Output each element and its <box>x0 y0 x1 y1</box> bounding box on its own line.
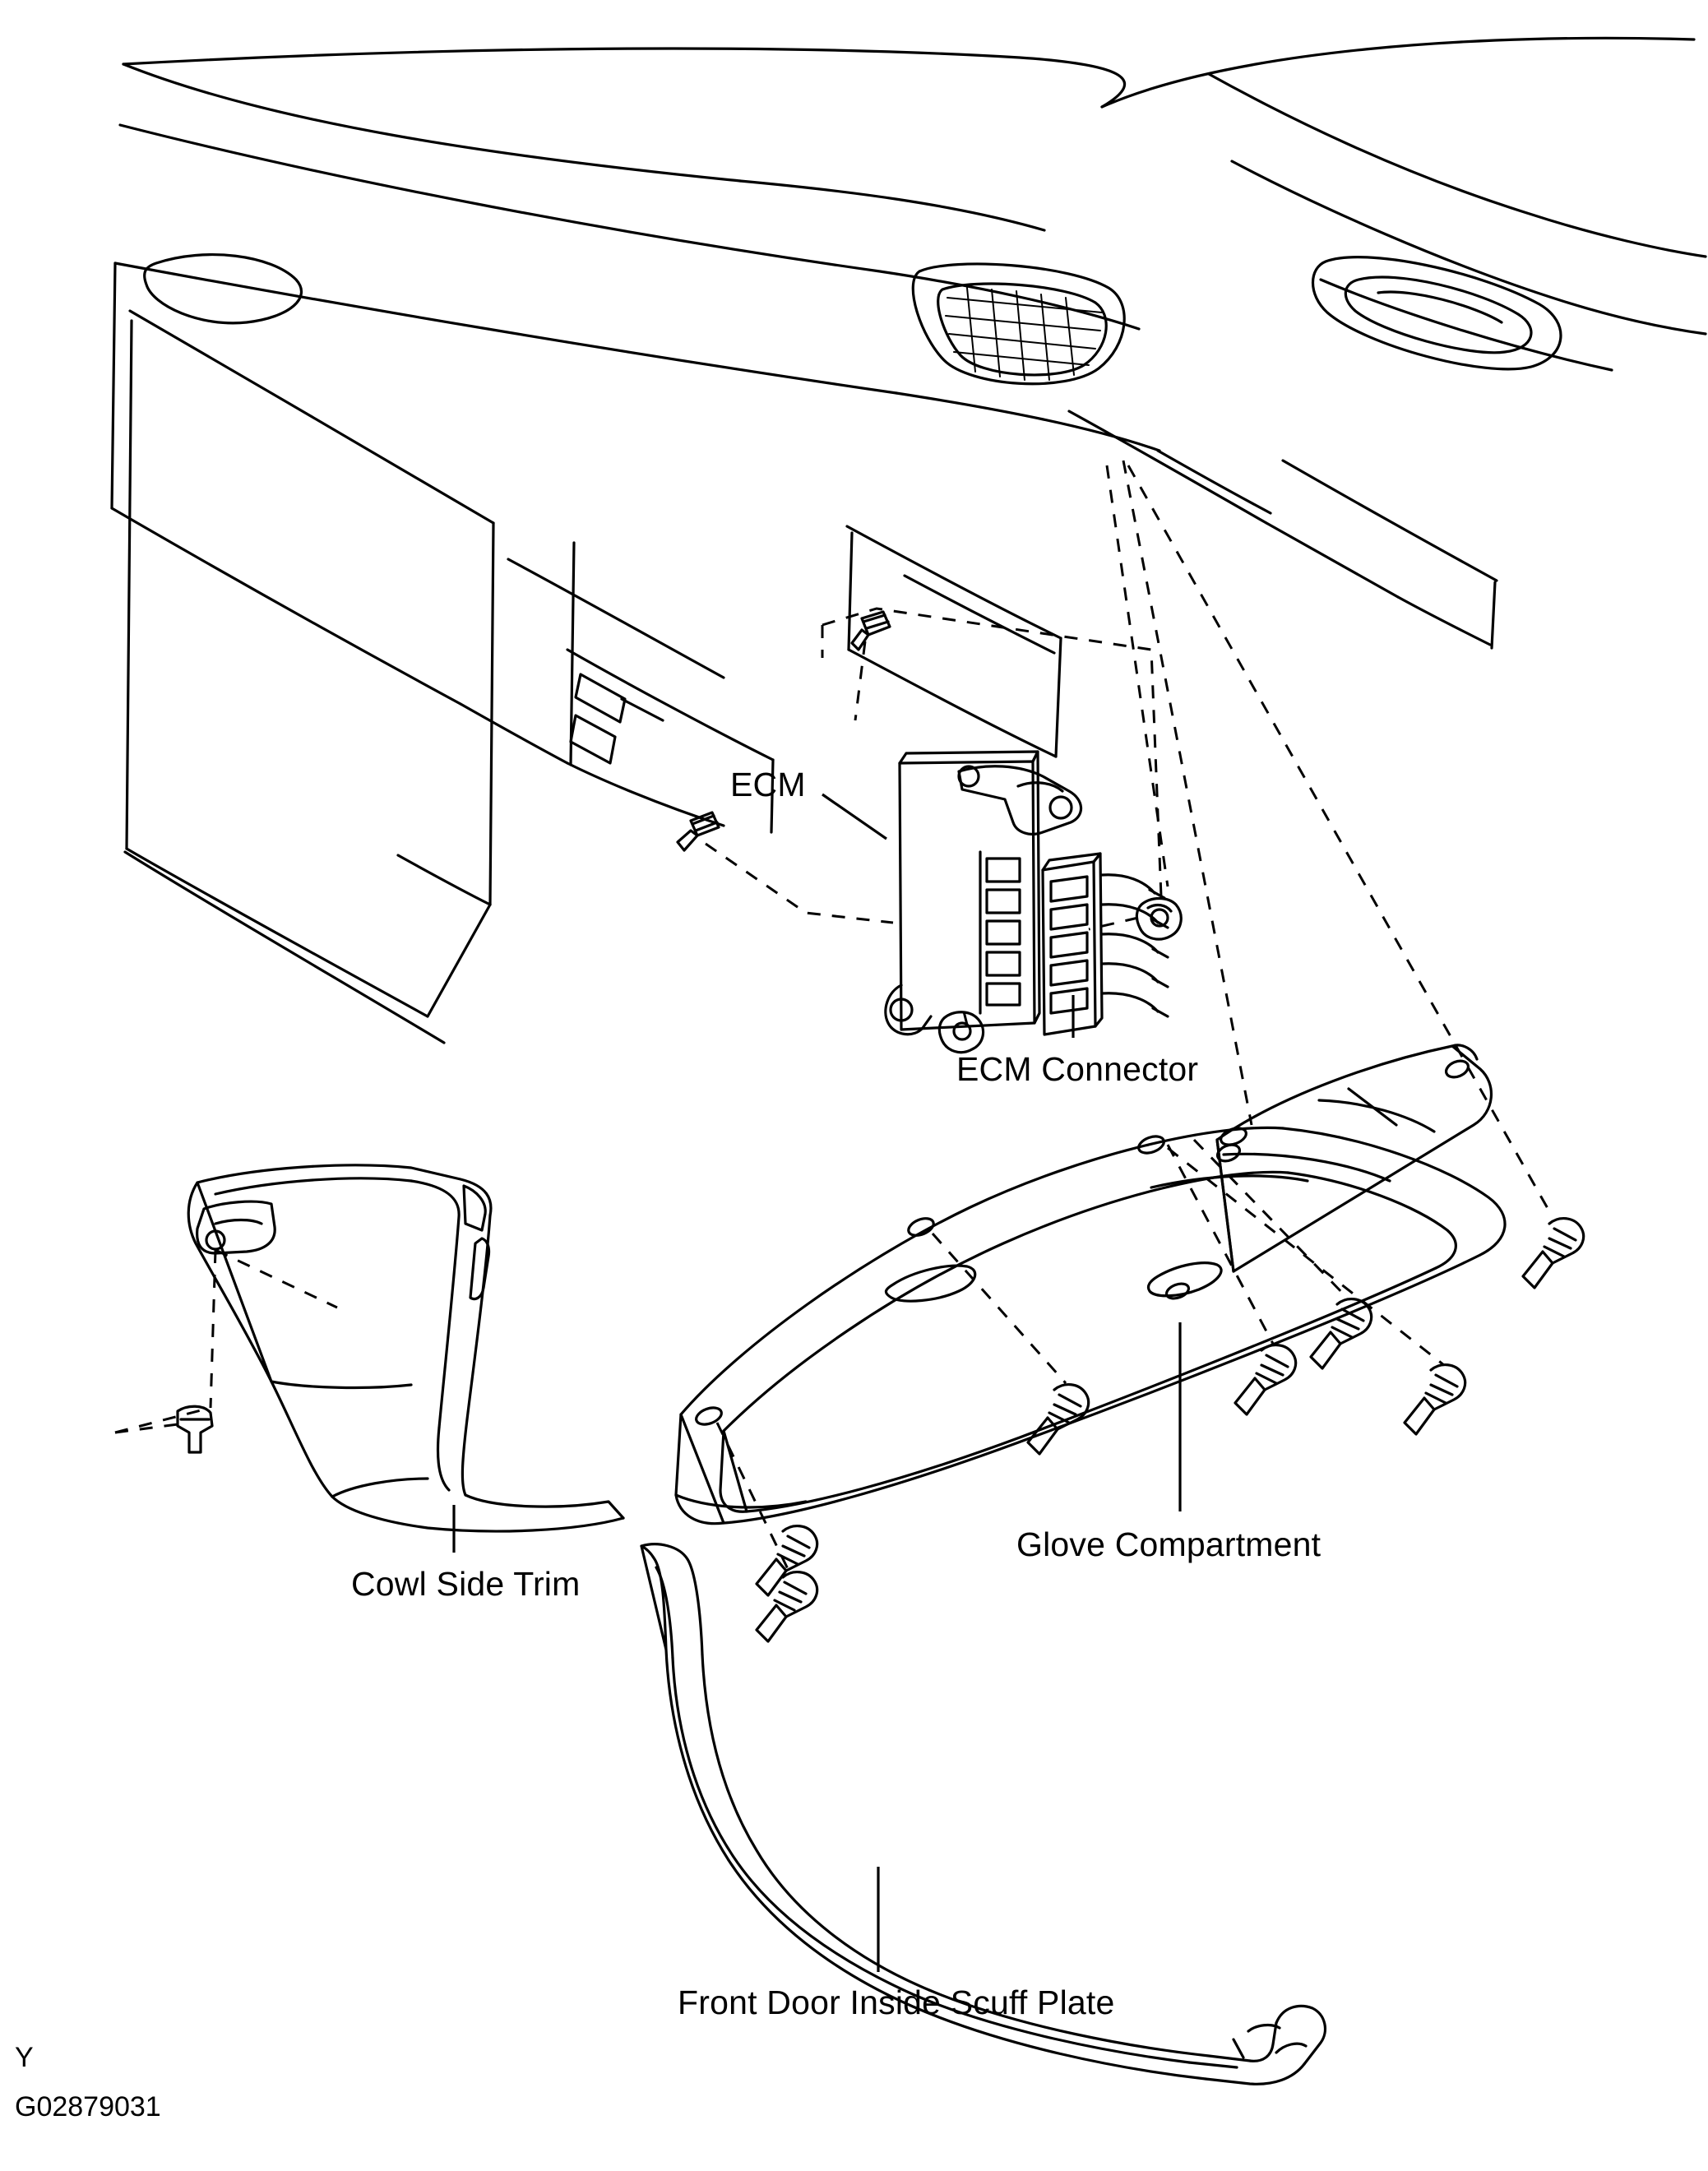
assembly-dashed-lines <box>115 461 1553 1572</box>
bolt-upper-dash <box>852 612 890 650</box>
clip-cowl-side-trim <box>178 1406 212 1452</box>
ecm-connector-part <box>1043 854 1168 1035</box>
bolt-ecm-bottom <box>939 1012 983 1053</box>
bolt-ecm-left <box>678 812 719 850</box>
callout-label-ecm-connector: ECM Connector <box>956 1050 1199 1088</box>
callout-label-cowl-side-trim: Cowl Side Trim <box>351 1565 581 1603</box>
callout-leader-lines <box>454 794 1180 1972</box>
callout-label-ecm: ECM <box>730 766 806 803</box>
screw-1 <box>1523 1219 1584 1288</box>
screw-21 <box>776 1530 808 1538</box>
screw-2 <box>1311 1299 1372 1368</box>
glove-compartment-part <box>676 1045 1505 1524</box>
cowl-side-trim-part <box>188 1165 623 1531</box>
screw-9 <box>776 1531 789 1546</box>
callout-label-front-door-inside-scuff-plate: Front Door Inside Scuff Plate <box>678 1984 1115 2021</box>
figure-number: G02879031 <box>15 2091 161 2122</box>
bolt-ecm-right <box>1136 899 1181 940</box>
orientation-marker: Y <box>15 2042 34 2073</box>
callout-label-glove-compartment: Glove Compartment <box>1016 1525 1322 1563</box>
screw-bottom-left-of-bin <box>757 1572 817 1641</box>
instrument-panel-group <box>112 38 1706 1043</box>
screw-7 <box>757 1526 817 1595</box>
screw-5 <box>1028 1385 1089 1454</box>
screw-4 <box>1405 1365 1465 1434</box>
